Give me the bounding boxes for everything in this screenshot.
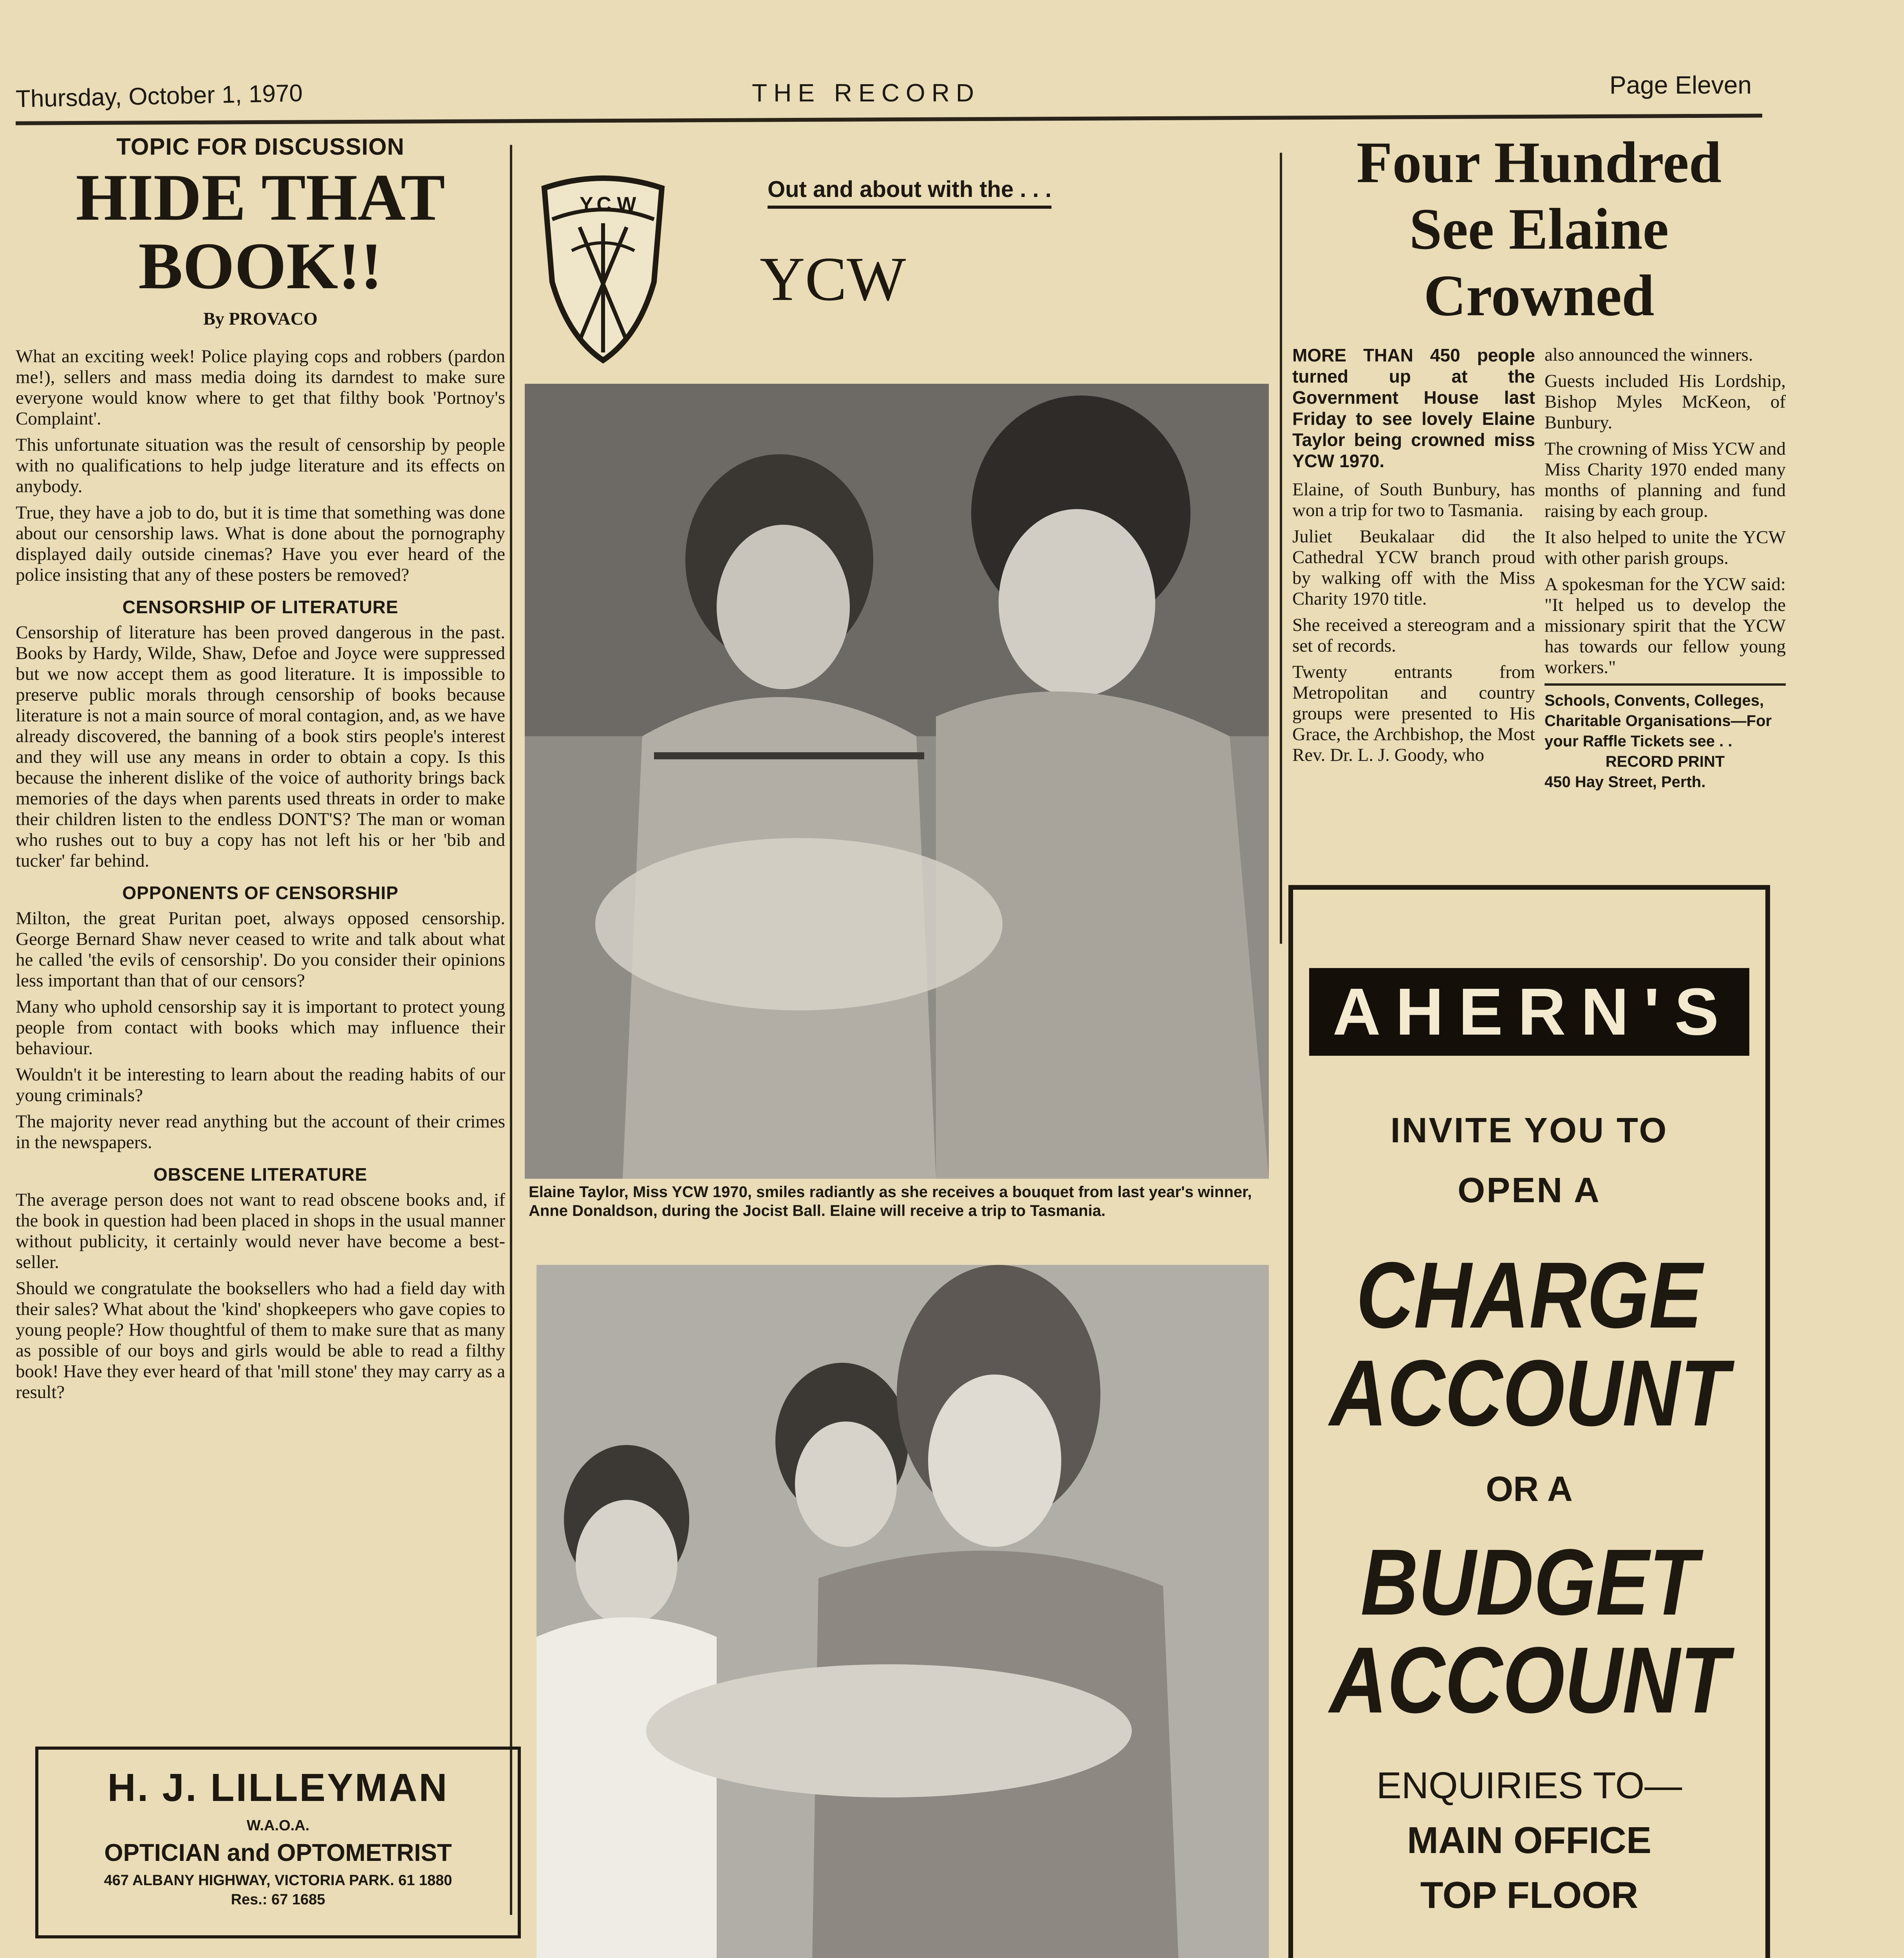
section-heading: CENSORSHIP OF LITERATURE	[122, 597, 399, 617]
paragraph: True, they have a job to do, but it is time that something was done about our censorship laws. What is done about the pornography displayed daily outside cinemas? Have you ever heard of the police insisting that any of these posters be removed?	[16, 502, 505, 585]
record-print-line2: RECORD PRINT	[1605, 753, 1725, 770]
paragraph: The average person does not want to read obscene books and, if the book in question had been placed in shops in the usual manner without publicity, it certainly would never have become a best-seller.	[16, 1190, 505, 1272]
aherns-line1: INVITE YOU TO	[1390, 1111, 1668, 1150]
paragraph: Twenty entrants from Metropolitan and country groups were presented to His Grace, the Archbishop, the Most Rev. Dr. L. J. Goody, who	[1292, 662, 1535, 765]
aherns-office1: MAIN OFFICE	[1407, 1819, 1651, 1861]
paragraph: Many who uphold censorship say it is important to protect young people from contact with books which may influence their behaviour.	[16, 997, 505, 1058]
section-heading: OBSCENE LITERATURE	[153, 1164, 368, 1185]
four-hundred-title-line1: Four Hundred	[1356, 130, 1722, 195]
paragraph: also announced the winners.	[1545, 345, 1753, 365]
aherns-line2: OPEN A	[1458, 1171, 1601, 1210]
ycw-photo1-caption: Elaine Taylor, Miss YCW 1970, smiles radiantly as she receives a bouquet from last year's winner, Anne Donaldson, during the Jocist Ball. Elaine will receive a trip to Tasmania.	[529, 1183, 1252, 1219]
paragraph: The crowning of Miss YCW and Miss Charity 1970 ended many months of planning and fund raising by each group.	[1545, 439, 1786, 521]
lilleyman-res: Res.: 67 1685	[231, 1891, 325, 1908]
ycw-logo-text: Y.C.W	[580, 193, 636, 216]
paragraph: Milton, the great Puritan poet, always opposed censorship. George Bernard Shaw never ceased to write and talk about what he called 'the evils of censorship'. Do you consider their opinions less important than that of our censors?	[16, 908, 505, 991]
topic-article	[16, 133, 505, 1408]
lilleyman-name: H. J. LILLEYMAN	[107, 1766, 449, 1810]
section-heading: OPPONENTS OF CENSORSHIP	[122, 883, 399, 903]
topic-title-line1: HIDE THAT	[76, 161, 445, 234]
lilleyman-qual: W.A.O.A.	[246, 1817, 310, 1834]
ycw-kicker: Out and about with the . . .	[768, 176, 1051, 209]
masthead-paper: THE RECORD	[752, 79, 981, 107]
aherns-ad	[1288, 885, 1770, 1958]
aherns-budget2: ACCOUNT	[1330, 1627, 1729, 1732]
lilleyman-profession: OPTICIAN and OPTOMETRIST	[104, 1839, 452, 1866]
paragraph: Elaine, of South Bunbury, has won a trip for two to Tasmania.	[1292, 479, 1535, 520]
ycw-photo-juliet	[537, 1265, 1269, 1958]
ycw-photo-elaine	[525, 384, 1269, 1179]
four-hundred-lead: MORE THAN 450 people turned up at the Government House last Friday to see lovely Elaine Taylor being crowned miss YCW 1970.	[1292, 345, 1535, 471]
aherns-banner: AHERN'S	[1309, 968, 1749, 1056]
aherns-charge1: CHARGE	[1356, 1243, 1703, 1347]
topic-kicker: TOPIC FOR DISCUSSION	[116, 134, 405, 160]
paragraph: Juliet Beukalaar did the Cathedral YCW branch proud by walking off with the Miss Charity 1970 title.	[1292, 526, 1535, 609]
four-hundred-title-line3: Crowned	[1423, 263, 1655, 328]
paragraph: Wouldn't it be interesting to learn about the reading habits of our young criminals?	[16, 1064, 505, 1105]
paragraph: A spokesman for the YCW said: "It helped us to develop the missionary spirit that the YCW has towards our fellow young workers."	[1545, 574, 1786, 677]
aherns-charge2: ACCOUNT	[1330, 1340, 1729, 1445]
record-print-ad	[1545, 683, 1786, 792]
paragraph: She received a stereogram and a set of records.	[1292, 615, 1535, 656]
record-print-line3: 450 Hay Street, Perth.	[1545, 773, 1706, 791]
lilleyman-ad	[35, 1747, 521, 1938]
record-print-line1: Schools, Convents, Colleges, Charitable Organisations—For your Raffle Tickets see . .	[1545, 692, 1772, 750]
aherns-enquiries: ENQUIRIES TO—	[1376, 1765, 1682, 1806]
paragraph: The majority never read anything but the account of their crimes in the newspapers.	[16, 1111, 505, 1152]
lilleyman-address: 467 ALBANY HIGHWAY, VICTORIA PARK. 61 1880	[104, 1872, 452, 1889]
paragraph: What an exciting week! Police playing cops and robbers (pardon me!), sellers and mass media doing its darndest to make sure everyone would know where to get that filthy book 'Portnoy's Complaint'.	[16, 346, 505, 429]
paragraph: Should we congratulate the booksellers who had a field day with their sales? What about the 'kind' shopkeepers who gave copies to young people? How thoughtful of them to make sure that as many as possible of our boys and girls would be able to read a filthy book! Have they ever heard of that 'mill stone' they may carry as a result?	[16, 1278, 505, 1402]
aherns-budget1: BUDGET	[1360, 1530, 1698, 1635]
four-hundred-title-line2: See Elaine	[1409, 197, 1669, 262]
column-rule-1	[510, 145, 512, 1915]
aherns-or: OR A	[1486, 1470, 1573, 1509]
ycw-title: YCW	[760, 244, 906, 314]
column-rule-2	[1280, 153, 1282, 944]
topic-title-line2: BOOK!!	[138, 229, 383, 303]
masthead-page: Page Eleven	[1610, 71, 1752, 99]
topic-byline: By PROVACO	[203, 309, 318, 329]
topic-intro	[16, 346, 505, 585]
ycw-logo	[537, 172, 670, 368]
four-hundred-article	[1292, 129, 1786, 792]
masthead-rule	[16, 114, 1762, 125]
paragraph: It also helped to unite the YCW with other parish groups.	[1545, 527, 1786, 568]
aherns-office2: TOP FLOOR	[1420, 1874, 1638, 1916]
masthead-date: Thursday, October 1, 1970	[15, 79, 303, 113]
paragraph: Guests included His Lordship, Bishop Myles McKeon, of Bunbury.	[1545, 371, 1786, 433]
paragraph: This unfortunate situation was the result of censorship by people with no qualifications to help judge literature and its effects on anybody.	[16, 435, 505, 497]
paragraph: Censorship of literature has been proved dangerous in the past. Books by Hardy, Wilde, Shaw, Defoe and Joyce were suppressed but we now accept them as good literature. It is impossible to preserve public morals through censorship of books because literature is not a main source of moral contagion, and, as we have already discovered, the banning of a book stirs people's interest and they will use any means in order to obtain a copy. Is this because the inherent dislike of the voice of authority brings back memories of the days when parents used threats in order to make their children listen to the endless DONT'S? The man or woman who rushes out to buy a copy has not left his or her 'bib and tucker' far behind.	[16, 622, 505, 871]
